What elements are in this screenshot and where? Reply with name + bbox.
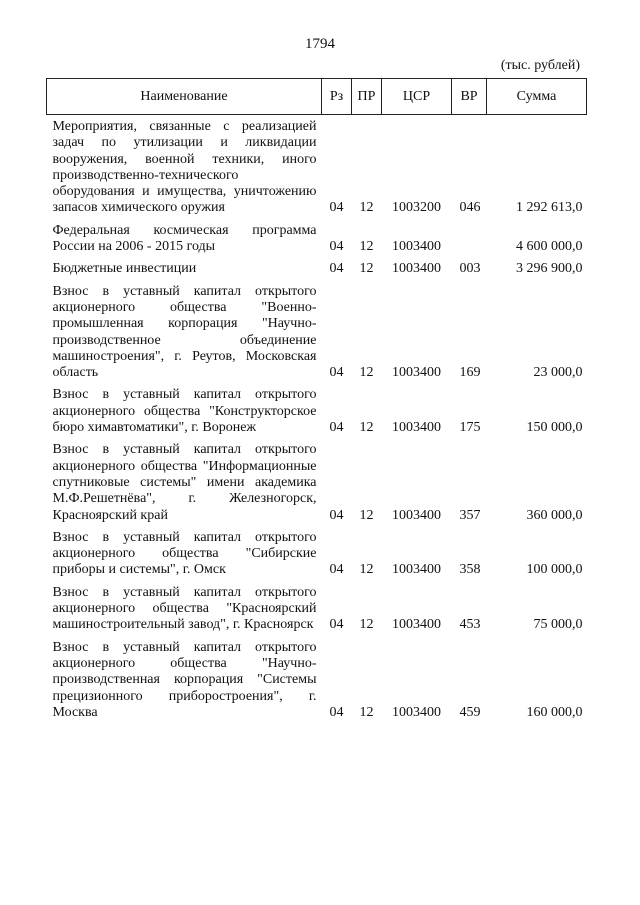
row-pr: 12 (359, 365, 374, 381)
row-vr: 459 (459, 704, 481, 720)
row-csr: 1003200 (392, 200, 441, 216)
row-rz: 04 (329, 507, 344, 523)
table-row (47, 119, 587, 223)
table-row (47, 530, 587, 585)
table-header-row (47, 79, 587, 115)
row-csr: 1003400 (392, 261, 441, 277)
row-rz: 04 (329, 562, 344, 578)
row-name: Взнос в уставный капитал открытого акционерного общества "Красноярский машиностроительный завод", г. Красноярск (52, 584, 317, 633)
row-pr: 12 (359, 507, 374, 523)
row-sum: 1 292 613,0 (516, 200, 583, 216)
row-sum: 3 296 900,0 (516, 261, 583, 277)
row-rz: 04 (329, 261, 344, 277)
header-sum: Сумма (487, 79, 587, 115)
row-sum: 4 600 000,0 (516, 239, 583, 255)
row-rz: 04 (329, 365, 344, 381)
row-name: Взнос в уставный капитал открытого акционерного общества "Информационные спутниковые системы" имени академика М.Ф.Решетнёва", г. Железногорск, Красноярский край (52, 442, 317, 523)
row-pr: 12 (359, 704, 374, 720)
row-csr: 1003400 (392, 704, 441, 720)
row-name: Взнос в уставный капитал открытого акционерного общества "Сибирские приборы и системы", г. Омск (52, 529, 317, 578)
row-name: Федеральная космическая программа России на 2006 - 2015 годы (52, 222, 317, 255)
row-rz: 04 (329, 617, 344, 633)
row-vr: 169 (459, 365, 481, 381)
table-row (47, 223, 587, 262)
row-sum: 360 000,0 (526, 507, 583, 523)
row-name: Мероприятия, связанные с реализацией задач по утилизации и ликвидации вооружения, военной техники, иного производственно-технического оборудования и имущества, уничтожению запасов химического оружия (52, 119, 317, 216)
header-pr: ПР (352, 79, 382, 115)
table-row (47, 442, 587, 529)
row-csr: 1003400 (392, 365, 441, 381)
row-vr: 175 (459, 420, 481, 436)
header-csr: ЦСР (382, 79, 452, 115)
budget-table (46, 78, 587, 727)
row-pr: 12 (359, 617, 374, 633)
row-sum: 100 000,0 (526, 562, 583, 578)
row-csr: 1003400 (392, 420, 441, 436)
header-vr: ВР (452, 79, 487, 115)
row-sum: 75 000,0 (533, 617, 583, 633)
row-vr: 357 (459, 507, 481, 523)
row-pr: 12 (359, 239, 374, 255)
row-vr (452, 223, 487, 262)
row-rz: 04 (329, 420, 344, 436)
row-pr: 12 (359, 420, 374, 436)
row-csr: 1003400 (392, 239, 441, 255)
row-rz: 04 (329, 239, 344, 255)
row-sum: 160 000,0 (526, 704, 583, 720)
table-row (47, 387, 587, 442)
table-row (47, 261, 587, 283)
row-pr: 12 (359, 200, 374, 216)
table-row (47, 585, 587, 640)
row-name: Взнос в уставный капитал открытого акционерного общества "Научно-производственная корпорация "Системы прецизионного приборостроения", г. Москва (52, 639, 317, 720)
header-name: Наименование (47, 79, 322, 115)
row-pr: 12 (359, 562, 374, 578)
row-name: Бюджетные инвестиции (52, 261, 197, 277)
row-vr: 046 (459, 200, 481, 216)
row-vr: 453 (459, 617, 481, 633)
row-sum: 150 000,0 (526, 420, 583, 436)
row-csr: 1003400 (392, 562, 441, 578)
row-rz: 04 (329, 200, 344, 216)
row-pr: 12 (359, 261, 374, 277)
row-vr: 003 (459, 261, 481, 277)
page-number: 1794 (305, 36, 335, 52)
row-name: Взнос в уставный капитал открытого акционерного общества "Военно-промышленная корпорация "Научно-производственное объединение машиностроения", г. Реутов, Московская область (52, 283, 317, 381)
row-name: Взнос в уставный капитал открытого акционерного общества "Конструкторское бюро химавтоматики", г. Воронеж (52, 387, 317, 436)
table-row (47, 284, 587, 388)
header-rz: Рз (322, 79, 352, 115)
row-sum: 23 000,0 (533, 365, 583, 381)
row-csr: 1003400 (392, 507, 441, 523)
row-csr: 1003400 (392, 617, 441, 633)
row-rz: 04 (329, 704, 344, 720)
table-row (47, 640, 587, 727)
units-label: (тыс. рублей) (500, 58, 580, 73)
row-vr: 358 (459, 562, 481, 578)
